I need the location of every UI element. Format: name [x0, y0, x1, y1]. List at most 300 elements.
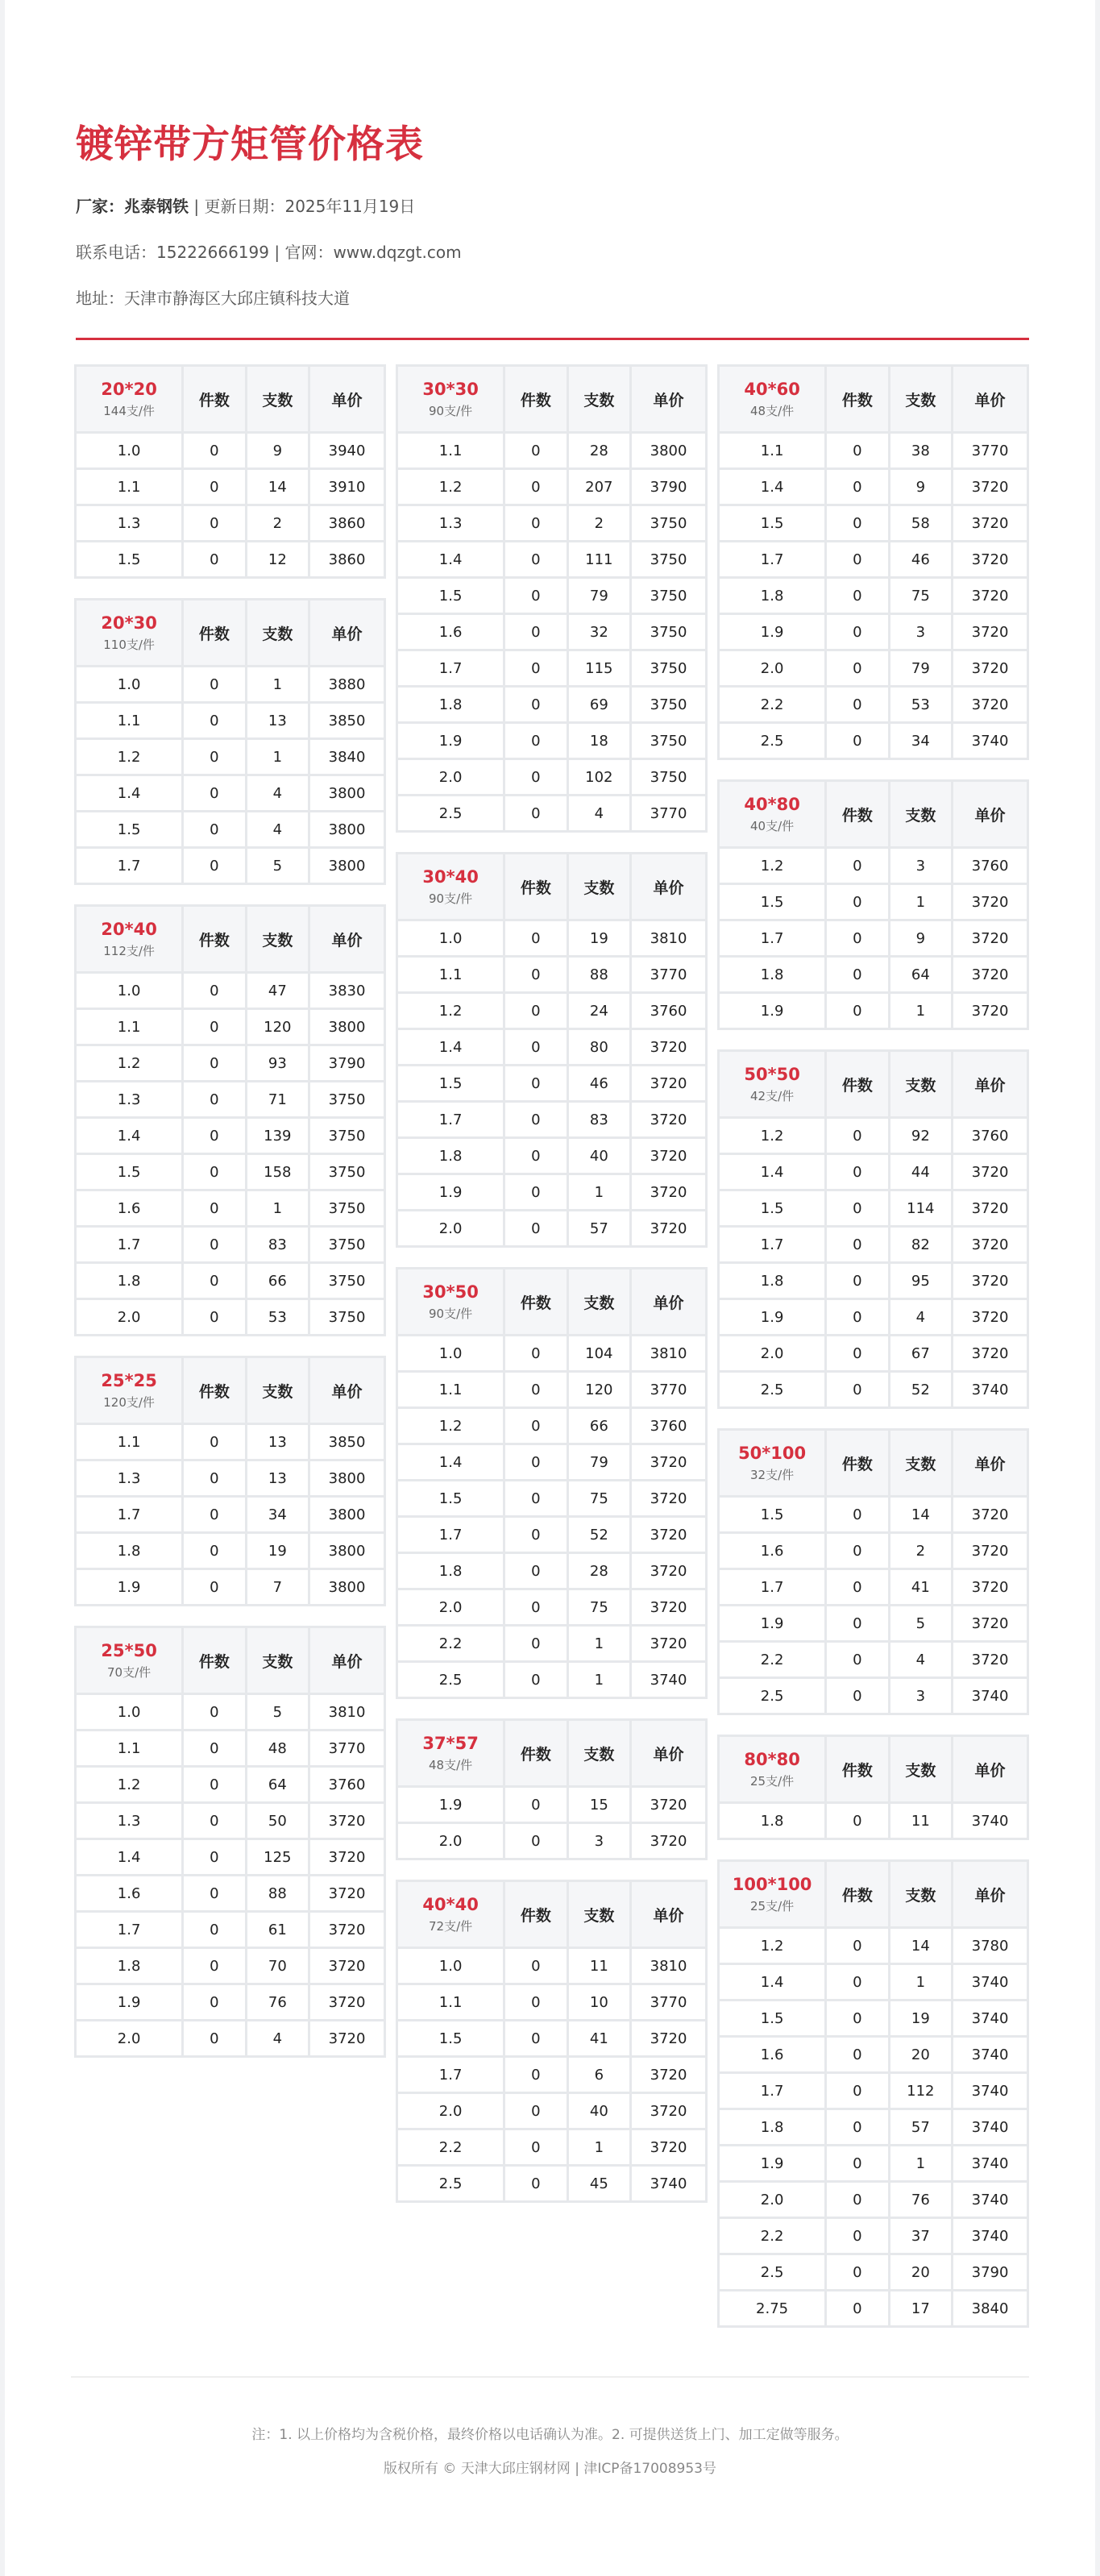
- pieces-cell: 0: [827, 1300, 887, 1334]
- pieces-header: 件数: [827, 1052, 887, 1116]
- price-table: [717, 1735, 1029, 1840]
- size-header: [720, 1431, 824, 1495]
- table-column: [74, 364, 386, 2058]
- sticks-cell: 64: [247, 1768, 308, 1801]
- table-row: [77, 812, 384, 846]
- per-bundle: 25支/件: [750, 1898, 795, 1913]
- sticks-cell: 104: [569, 1336, 629, 1370]
- sticks-cell: 10: [569, 1985, 629, 2019]
- size-title: 50*50: [744, 1064, 800, 1084]
- table-column: [717, 364, 1029, 2328]
- thickness-cell: 1.8: [720, 2110, 824, 2144]
- pieces-header: 件数: [505, 367, 566, 431]
- table-row: [398, 1409, 705, 1443]
- table-header: [720, 1862, 1027, 1926]
- sticks-cell: 37: [890, 2219, 951, 2253]
- price-cell: 3760: [953, 849, 1027, 883]
- table-row: [398, 1066, 705, 1100]
- size-title: 25*25: [101, 1370, 157, 1390]
- sticks-cell: 5: [247, 1695, 308, 1729]
- price-cell: 3880: [310, 667, 384, 701]
- pieces-cell: 0: [827, 2146, 887, 2180]
- sticks-cell: 50: [247, 1804, 308, 1838]
- sticks-cell: 120: [569, 1373, 629, 1406]
- size-header: [398, 854, 503, 919]
- price-cell: 3760: [632, 1409, 705, 1443]
- price-cell: 3720: [953, 651, 1027, 685]
- thickness-cell: 1.3: [398, 506, 503, 540]
- price-cell: 3740: [953, 2183, 1027, 2217]
- pieces-cell: 0: [184, 1534, 244, 1568]
- per-bundle: 90支/件: [429, 891, 473, 906]
- table-body: [77, 1695, 384, 2055]
- thickness-cell: 1.7: [398, 651, 503, 685]
- pieces-cell: 0: [827, 2110, 887, 2144]
- table-row: [77, 1570, 384, 1604]
- price-cell: 3740: [953, 2038, 1027, 2071]
- price-cell: 3740: [953, 1965, 1027, 1999]
- phone-label: 联系电话：: [76, 243, 156, 262]
- table-row: [77, 1913, 384, 1947]
- table-body: [720, 434, 1027, 758]
- page-title: 镀锌带方矩管价格表: [76, 123, 424, 167]
- sticks-cell: 1: [569, 1627, 629, 1660]
- table-row: [398, 958, 705, 991]
- thickness-cell: 1.9: [720, 994, 824, 1028]
- sticks-cell: 41: [890, 1570, 951, 1604]
- price-cell: 3790: [310, 1046, 384, 1080]
- pieces-cell: 0: [184, 849, 244, 883]
- sticks-cell: 41: [569, 2021, 629, 2055]
- thickness-cell: 2.5: [398, 796, 503, 830]
- table-row: [720, 2291, 1027, 2325]
- price-cell: 3720: [953, 958, 1027, 991]
- sticks-header: 支数: [890, 1052, 951, 1116]
- pieces-cell: 0: [505, 1409, 566, 1443]
- price-cell: 3800: [310, 1461, 384, 1495]
- price-table: [396, 1267, 708, 1699]
- sticks-header: 支数: [569, 367, 629, 431]
- sticks-cell: 57: [890, 2110, 951, 2144]
- size-title: 30*50: [422, 1282, 479, 1302]
- update-label: 更新日期：: [204, 197, 285, 216]
- price-cell: 3720: [953, 994, 1027, 1028]
- sticks-cell: 1: [569, 1175, 629, 1209]
- pieces-cell: 0: [827, 885, 887, 919]
- pieces-cell: 0: [827, 849, 887, 883]
- sticks-cell: 4: [890, 1300, 951, 1334]
- pieces-cell: 0: [827, 542, 887, 576]
- price-table: [717, 1428, 1029, 1715]
- thickness-cell: 1.2: [398, 1409, 503, 1443]
- sticks-header: 支数: [247, 907, 308, 971]
- pieces-cell: 0: [505, 542, 566, 576]
- thickness-cell: 1.9: [77, 1985, 181, 2019]
- table-row: [720, 1300, 1027, 1334]
- pieces-cell: 0: [505, 1373, 566, 1406]
- pieces-cell: 0: [505, 688, 566, 721]
- price-cell: 3720: [310, 1985, 384, 2019]
- price-header: 单价: [632, 854, 705, 919]
- table-row: [77, 1155, 384, 1189]
- pieces-cell: 0: [827, 1228, 887, 1261]
- table-row: [720, 470, 1027, 504]
- pieces-cell: 0: [827, 724, 887, 758]
- thickness-cell: 1.3: [77, 1804, 181, 1838]
- price-cell: 3750: [632, 542, 705, 576]
- price-cell: 3750: [310, 1155, 384, 1189]
- sticks-cell: 76: [890, 2183, 951, 2217]
- table-row: [720, 1155, 1027, 1189]
- table-row: [398, 724, 705, 758]
- pieces-cell: 0: [184, 542, 244, 576]
- address: 天津市静海区大邱庄镇科技大道: [124, 289, 350, 308]
- thickness-cell: 1.4: [398, 1030, 503, 1064]
- sticks-cell: 1: [569, 2130, 629, 2164]
- header-row: [720, 1052, 1027, 1116]
- pieces-cell: 0: [184, 470, 244, 504]
- pieces-cell: 0: [505, 2021, 566, 2055]
- sticks-cell: 71: [247, 1082, 308, 1116]
- header-row: [398, 1721, 705, 1785]
- table-header: [77, 600, 384, 665]
- size-header: [77, 1628, 181, 1693]
- sticks-cell: 82: [890, 1228, 951, 1261]
- price-cell: 3720: [632, 1518, 705, 1552]
- size-title: 40*60: [744, 379, 800, 399]
- sticks-cell: 67: [890, 1336, 951, 1370]
- thickness-cell: 1.8: [720, 579, 824, 613]
- price-cell: 3740: [953, 724, 1027, 758]
- size-header: [77, 600, 181, 665]
- price-cell: 3720: [632, 2094, 705, 2128]
- thickness-cell: 1.1: [77, 1010, 181, 1044]
- price-cell: 3750: [632, 651, 705, 685]
- table-row: [77, 1119, 384, 1153]
- price-cell: 3740: [953, 2074, 1027, 2108]
- pieces-cell: 0: [505, 1211, 566, 1245]
- sticks-cell: 1: [247, 1191, 308, 1225]
- price-cell: 3810: [310, 1695, 384, 1729]
- thickness-cell: 1.0: [77, 667, 181, 701]
- pieces-cell: 0: [505, 1824, 566, 1858]
- table-row: [398, 1663, 705, 1697]
- sticks-cell: 61: [247, 1913, 308, 1947]
- price-cell: 3750: [632, 579, 705, 613]
- sticks-cell: 2: [569, 506, 629, 540]
- sticks-cell: 83: [569, 1103, 629, 1136]
- thickness-cell: 1.0: [77, 1695, 181, 1729]
- price-cell: 3750: [310, 1264, 384, 1298]
- table-row: [720, 994, 1027, 1028]
- table-row: [77, 1082, 384, 1116]
- pieces-cell: 0: [184, 1046, 244, 1080]
- thickness-cell: 1.5: [720, 885, 824, 919]
- header-row: [398, 854, 705, 919]
- price-cell: 3790: [953, 2255, 1027, 2289]
- thickness-cell: 1.3: [77, 506, 181, 540]
- pieces-cell: 0: [505, 1518, 566, 1552]
- thickness-cell: 1.7: [77, 1913, 181, 1947]
- pieces-cell: 0: [827, 2255, 887, 2289]
- title-divider: [76, 338, 1029, 340]
- price-cell: 3750: [310, 1300, 384, 1334]
- table-row: [720, 1965, 1027, 1999]
- table-body: [720, 1804, 1027, 1838]
- pieces-cell: 0: [184, 1264, 244, 1298]
- price-cell: 3910: [310, 470, 384, 504]
- pieces-cell: 0: [827, 958, 887, 991]
- thickness-cell: 1.1: [398, 434, 503, 467]
- thickness-cell: 1.9: [720, 1300, 824, 1334]
- price-cell: 3780: [953, 1929, 1027, 1963]
- thickness-cell: 1.4: [77, 1840, 181, 1874]
- price-cell: 3800: [310, 812, 384, 846]
- table-row: [77, 470, 384, 504]
- table-row: [720, 2219, 1027, 2253]
- pieces-cell: 0: [184, 1913, 244, 1947]
- pieces-cell: 0: [827, 1336, 887, 1370]
- table-row: [77, 1228, 384, 1261]
- price-cell: 3720: [632, 1590, 705, 1624]
- table-row: [720, 1606, 1027, 1640]
- table-row: [720, 688, 1027, 721]
- price-cell: 3720: [953, 506, 1027, 540]
- maker-line: [76, 184, 1029, 230]
- table-row: [720, 615, 1027, 649]
- thickness-cell: 1.9: [720, 2146, 824, 2180]
- table-row: [77, 2021, 384, 2055]
- pieces-cell: 0: [184, 1804, 244, 1838]
- sticks-cell: 1: [247, 740, 308, 774]
- table-row: [77, 1534, 384, 1568]
- thickness-cell: 2.0: [398, 2094, 503, 2128]
- per-bundle: 48支/件: [750, 403, 795, 418]
- table-row: [77, 1695, 384, 1729]
- sticks-cell: 15: [569, 1788, 629, 1822]
- thickness-cell: 1.8: [77, 1949, 181, 1983]
- sticks-cell: 4: [247, 776, 308, 810]
- pieces-cell: 0: [184, 1498, 244, 1531]
- table-header: [398, 1882, 705, 1947]
- header-row: [77, 907, 384, 971]
- sticks-cell: 114: [890, 1191, 951, 1225]
- maker-label: 厂家：: [76, 197, 124, 216]
- table-row: [77, 1300, 384, 1334]
- price-cell: 3720: [310, 1876, 384, 1910]
- sticks-cell: 1: [247, 667, 308, 701]
- pieces-cell: 0: [505, 2167, 566, 2200]
- price-cell: 3720: [953, 470, 1027, 504]
- pieces-cell: 0: [505, 1663, 566, 1697]
- price-cell: 3800: [310, 1498, 384, 1531]
- pieces-cell: 0: [505, 1481, 566, 1515]
- sticks-cell: 47: [247, 974, 308, 1008]
- pieces-header: 件数: [827, 1862, 887, 1926]
- sticks-cell: 58: [890, 506, 951, 540]
- price-cell: 3800: [310, 776, 384, 810]
- pieces-header: 件数: [184, 600, 244, 665]
- thickness-cell: 1.0: [398, 1949, 503, 1983]
- table-row: [398, 1445, 705, 1479]
- table-row: [398, 1030, 705, 1064]
- sticks-cell: 64: [890, 958, 951, 991]
- table-row: [720, 1570, 1027, 1604]
- header-row: [77, 1358, 384, 1423]
- thickness-cell: 1.4: [77, 776, 181, 810]
- sticks-cell: 20: [890, 2255, 951, 2289]
- table-row: [720, 542, 1027, 576]
- per-bundle: 110支/件: [103, 637, 155, 652]
- table-row: [720, 434, 1027, 467]
- pieces-cell: 0: [505, 434, 566, 467]
- thickness-cell: 1.8: [398, 688, 503, 721]
- price-cell: 3720: [632, 1627, 705, 1660]
- table-body: [720, 849, 1027, 1028]
- table-row: [720, 1679, 1027, 1713]
- table-header: [398, 1269, 705, 1334]
- thickness-cell: 1.6: [77, 1191, 181, 1225]
- table-header: [720, 1737, 1027, 1801]
- pieces-cell: 0: [505, 1445, 566, 1479]
- thickness-cell: 1.4: [398, 542, 503, 576]
- table-row: [398, 760, 705, 794]
- table-row: [398, 1211, 705, 1245]
- sticks-cell: 102: [569, 760, 629, 794]
- price-cell: 3750: [310, 1119, 384, 1153]
- thickness-cell: 1.6: [720, 1534, 824, 1568]
- sticks-cell: 38: [890, 434, 951, 467]
- thickness-cell: 2.5: [720, 1679, 824, 1713]
- site-link[interactable]: www.dqzgt.com: [333, 243, 462, 262]
- pieces-header: 件数: [827, 1431, 887, 1495]
- table-row: [398, 1139, 705, 1173]
- sticks-cell: 11: [890, 1804, 951, 1838]
- thickness-cell: 1.9: [398, 1788, 503, 1822]
- table-row: [77, 1804, 384, 1838]
- table-body: [77, 974, 384, 1334]
- price-cell: 3720: [310, 2021, 384, 2055]
- footer-note: 注：1. 以上价格均为含税价格，最终价格以电话确认为准。2. 可提供送货上门、加工定做等服务。: [251, 2427, 849, 2443]
- table-header: [720, 367, 1027, 431]
- pieces-cell: 0: [505, 1139, 566, 1173]
- thickness-cell: 1.1: [77, 1731, 181, 1765]
- sticks-cell: 3: [890, 1679, 951, 1713]
- table-row: [398, 542, 705, 576]
- table-row: [398, 651, 705, 685]
- sticks-cell: 75: [569, 1481, 629, 1515]
- sticks-cell: 92: [890, 1119, 951, 1153]
- thickness-cell: 1.2: [720, 1929, 824, 1963]
- thickness-cell: 1.5: [720, 1191, 824, 1225]
- price-cell: 3740: [953, 1679, 1027, 1713]
- price-cell: 3720: [632, 1481, 705, 1515]
- thickness-cell: 2.0: [77, 1300, 181, 1334]
- pieces-cell: 0: [827, 2291, 887, 2325]
- sticks-cell: 19: [247, 1534, 308, 1568]
- price-cell: 3720: [953, 579, 1027, 613]
- site-label: 官网：: [284, 243, 334, 262]
- pieces-cell: 0: [505, 1949, 566, 1983]
- price-cell: 3760: [953, 1119, 1027, 1153]
- price-cell: 3720: [953, 1534, 1027, 1568]
- price-cell: 3860: [310, 542, 384, 576]
- update-date: 2025年11月19日: [284, 197, 416, 216]
- table-row: [398, 1103, 705, 1136]
- price-cell: 3720: [632, 2021, 705, 2055]
- table-row: [77, 1876, 384, 1910]
- price-cell: 3800: [310, 849, 384, 883]
- table-row: [77, 1985, 384, 2019]
- pieces-header: 件数: [184, 907, 244, 971]
- thickness-cell: 1.8: [398, 1554, 503, 1588]
- phone-number: 15222666199: [156, 243, 269, 262]
- thickness-cell: 2.0: [720, 651, 824, 685]
- sticks-cell: 4: [569, 796, 629, 830]
- pieces-cell: 0: [505, 1103, 566, 1136]
- thickness-cell: 1.2: [720, 849, 824, 883]
- pieces-cell: 0: [827, 651, 887, 685]
- pieces-cell: 0: [827, 1929, 887, 1963]
- sticks-cell: 57: [569, 1211, 629, 1245]
- sticks-cell: 7: [247, 1570, 308, 1604]
- table-row: [398, 2130, 705, 2164]
- sticks-cell: 3: [890, 849, 951, 883]
- table-row: [720, 1119, 1027, 1153]
- sticks-cell: 3: [569, 1824, 629, 1858]
- sticks-cell: 2: [890, 1534, 951, 1568]
- price-cell: 3720: [953, 542, 1027, 576]
- price-cell: 3770: [953, 434, 1027, 467]
- table-row: [720, 1373, 1027, 1406]
- thickness-cell: 1.7: [398, 1103, 503, 1136]
- thickness-cell: 1.6: [398, 615, 503, 649]
- thickness-cell: 1.2: [720, 1119, 824, 1153]
- thickness-cell: 1.1: [77, 704, 181, 737]
- size-header: [720, 1862, 824, 1926]
- price-header: 单价: [632, 1882, 705, 1947]
- price-cell: 3860: [310, 506, 384, 540]
- price-table: [396, 852, 708, 1248]
- price-table: [396, 1880, 708, 2203]
- pieces-cell: 0: [184, 1155, 244, 1189]
- thickness-cell: 1.5: [398, 1066, 503, 1100]
- price-table: [396, 1718, 708, 1860]
- thickness-cell: 1.9: [77, 1570, 181, 1604]
- pieces-cell: 0: [505, 1066, 566, 1100]
- price-cell: 3720: [632, 1139, 705, 1173]
- sticks-header: 支数: [890, 1431, 951, 1495]
- table-row: [398, 1373, 705, 1406]
- pieces-cell: 0: [505, 2058, 566, 2092]
- table-row: [77, 1461, 384, 1495]
- contact-line: [76, 230, 1029, 276]
- pieces-header: 件数: [184, 1358, 244, 1423]
- pieces-cell: 0: [827, 1373, 887, 1406]
- size-title: 20*40: [101, 919, 157, 939]
- per-bundle: 120支/件: [103, 1394, 155, 1410]
- per-bundle: 144支/件: [103, 403, 155, 418]
- price-cell: 3720: [953, 1336, 1027, 1370]
- table-body: [398, 921, 705, 1245]
- sticks-cell: 4: [247, 2021, 308, 2055]
- price-table: [74, 1626, 386, 2058]
- pieces-header: 件数: [184, 1628, 244, 1693]
- price-cell: 3720: [310, 1913, 384, 1947]
- price-cell: 3760: [310, 1768, 384, 1801]
- table-row: [720, 724, 1027, 758]
- table-body: [720, 1929, 1027, 2325]
